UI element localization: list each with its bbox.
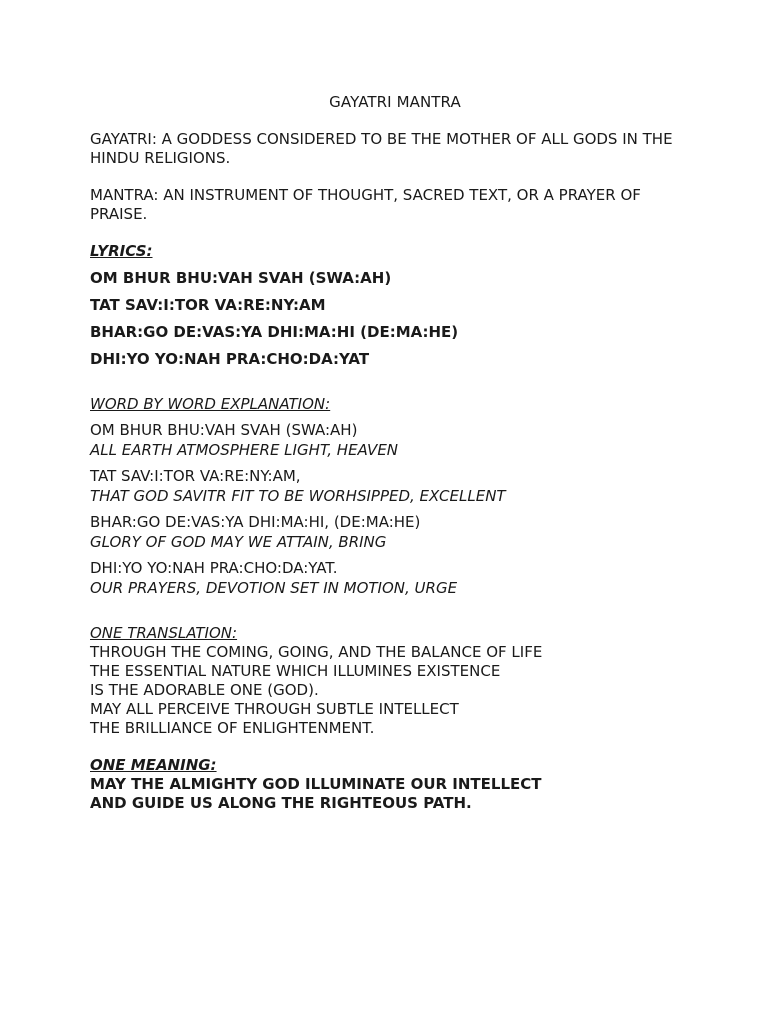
translation-line: THROUGH THE COMING, GOING, AND THE BALANCE OF LIFE xyxy=(90,643,543,661)
meaning-line: AND GUIDE US ALONG THE RIGHTEOUS PATH. xyxy=(90,794,472,812)
lyric-line: DHI:YO YO:NAH PRA:CHO:DA:YAT xyxy=(90,350,370,368)
meaning-heading: ONE MEANING: xyxy=(90,756,217,774)
explanation-pair xyxy=(90,512,700,552)
meaning-line: THAT GOD SAVITR FIT TO BE WORHSIPPED, EXCELLENT xyxy=(90,487,506,505)
translation-line: IS THE ADORABLE ONE (GOD). xyxy=(90,681,319,699)
explanation-pair xyxy=(90,558,700,598)
meaning-line: OUR PRAYERS, DEVOTION SET IN MOTION, URGE xyxy=(90,579,458,597)
meaning-line: MAY THE ALMIGHTY GOD ILLUMINATE OUR INTELLECT xyxy=(90,775,542,793)
sanskrit-line: TAT SAV:I:TOR VA:RE:NY:AM, xyxy=(90,467,301,485)
explanation-pair xyxy=(90,466,700,506)
meaning-line: GLORY OF GOD MAY WE ATTAIN, BRING xyxy=(90,533,387,551)
lyric-line: BHAR:GO DE:VAS:YA DHI:MA:HI (DE:MA:HE) xyxy=(90,323,459,341)
document-title: GAYATRI MANTRA xyxy=(329,93,461,111)
document-body xyxy=(90,93,700,813)
translation-section xyxy=(90,624,700,738)
meaning-line: ALL EARTH ATMOSPHERE LIGHT, HEAVEN xyxy=(90,441,399,459)
translation-heading: ONE TRANSLATION: xyxy=(90,624,238,642)
lyric-line: OM BHUR BHU:VAH SVAH (SWA:AH) xyxy=(90,269,392,287)
sanskrit-line: OM BHUR BHU:VAH SVAH (SWA:AH) xyxy=(90,421,358,439)
explanation-section xyxy=(90,395,700,598)
sanskrit-line: BHAR:GO DE:VAS:YA DHI:MA:HI, (DE:MA:HE) xyxy=(90,513,421,531)
sanskrit-line: DHI:YO YO:NAH PRA:CHO:DA:YAT. xyxy=(90,559,338,577)
lyric-line: TAT SAV:I:TOR VA:RE:NY:AM xyxy=(90,296,326,314)
translation-line: THE ESSENTIAL NATURE WHICH ILLUMINES EXISTENCE xyxy=(90,662,501,680)
gayatri-definition: GAYATRI: A GODDESS CONSIDERED TO BE THE MOTHER OF ALL GODS IN THE HINDU RELIGIONS. xyxy=(90,130,673,167)
lyrics-heading: LYRICS: xyxy=(90,242,153,260)
explanation-heading: WORD BY WORD EXPLANATION: xyxy=(90,395,331,413)
meaning-section xyxy=(90,756,700,813)
translation-line: MAY ALL PERCEIVE THROUGH SUBTLE INTELLECT xyxy=(90,700,459,718)
lyrics-section xyxy=(90,242,700,369)
mantra-definition: MANTRA: AN INSTRUMENT OF THOUGHT, SACRED TEXT, OR A PRAYER OF PRAISE. xyxy=(90,186,641,223)
explanation-pair xyxy=(90,420,700,460)
translation-line: THE BRILLIANCE OF ENLIGHTENMENT. xyxy=(90,719,375,737)
